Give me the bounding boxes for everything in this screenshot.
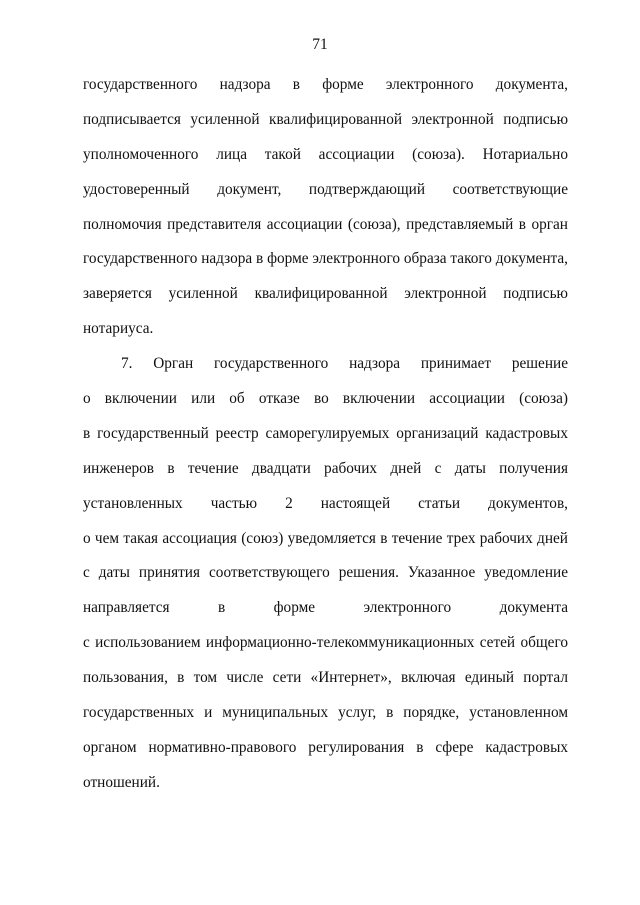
text-line: государственного надзора в форме электронного образа такого документа, [83,250,568,268]
text-line: инженеров в течение двадцати рабочих дней с даты получения [83,459,568,477]
text-line: подписывается усиленной квалифицированной электронной подписью [83,110,568,128]
text-line: уполномоченного лица такой ассоциации (союза). Нотариально [83,145,568,163]
text-line: органом нормативно-правового регулирования в сфере кадастровых [83,738,568,756]
text-line: с использованием информационно-телекоммуникационных сетей общего [83,634,568,652]
text-line: государственного надзора в форме электронного документа, [83,76,568,93]
text-line: государственных и муниципальных услуг, в порядке, установленном [83,704,568,722]
text-line: удостоверенный документ, подтверждающий соответствующие [83,180,568,198]
document-body [83,73,568,806]
text-line: о включении или об отказе во включении ассоциации (союза) [83,390,568,408]
text-line: отношений. [83,773,160,791]
text-line: установленных частью 2 настоящей статьи документов, [83,494,568,512]
text-line: о чем такая ассоциация (союз) уведомляется в течение трех рабочих дней [83,529,568,547]
paragraph-start-line: 7. Орган государственного надзора принимает решение [121,355,568,373]
page-number: 71 [312,36,328,53]
text-line: направляется в форме электронного документа [83,599,568,617]
text-line: в государственный реестр саморегулируемых организаций кадастровых [83,424,568,442]
text-line: пользования, в том числе сети «Интернет», включая единый портал [83,669,568,687]
text-line: с даты принятия соответствующего решения. Указанное уведомление [83,564,568,582]
text-line: нотариуса. [83,320,154,338]
text-line: заверяется усиленной квалифицированной электронной подписью [83,285,568,303]
text-line: полномочия представителя ассоциации (союза), представляемый в орган [83,215,568,233]
